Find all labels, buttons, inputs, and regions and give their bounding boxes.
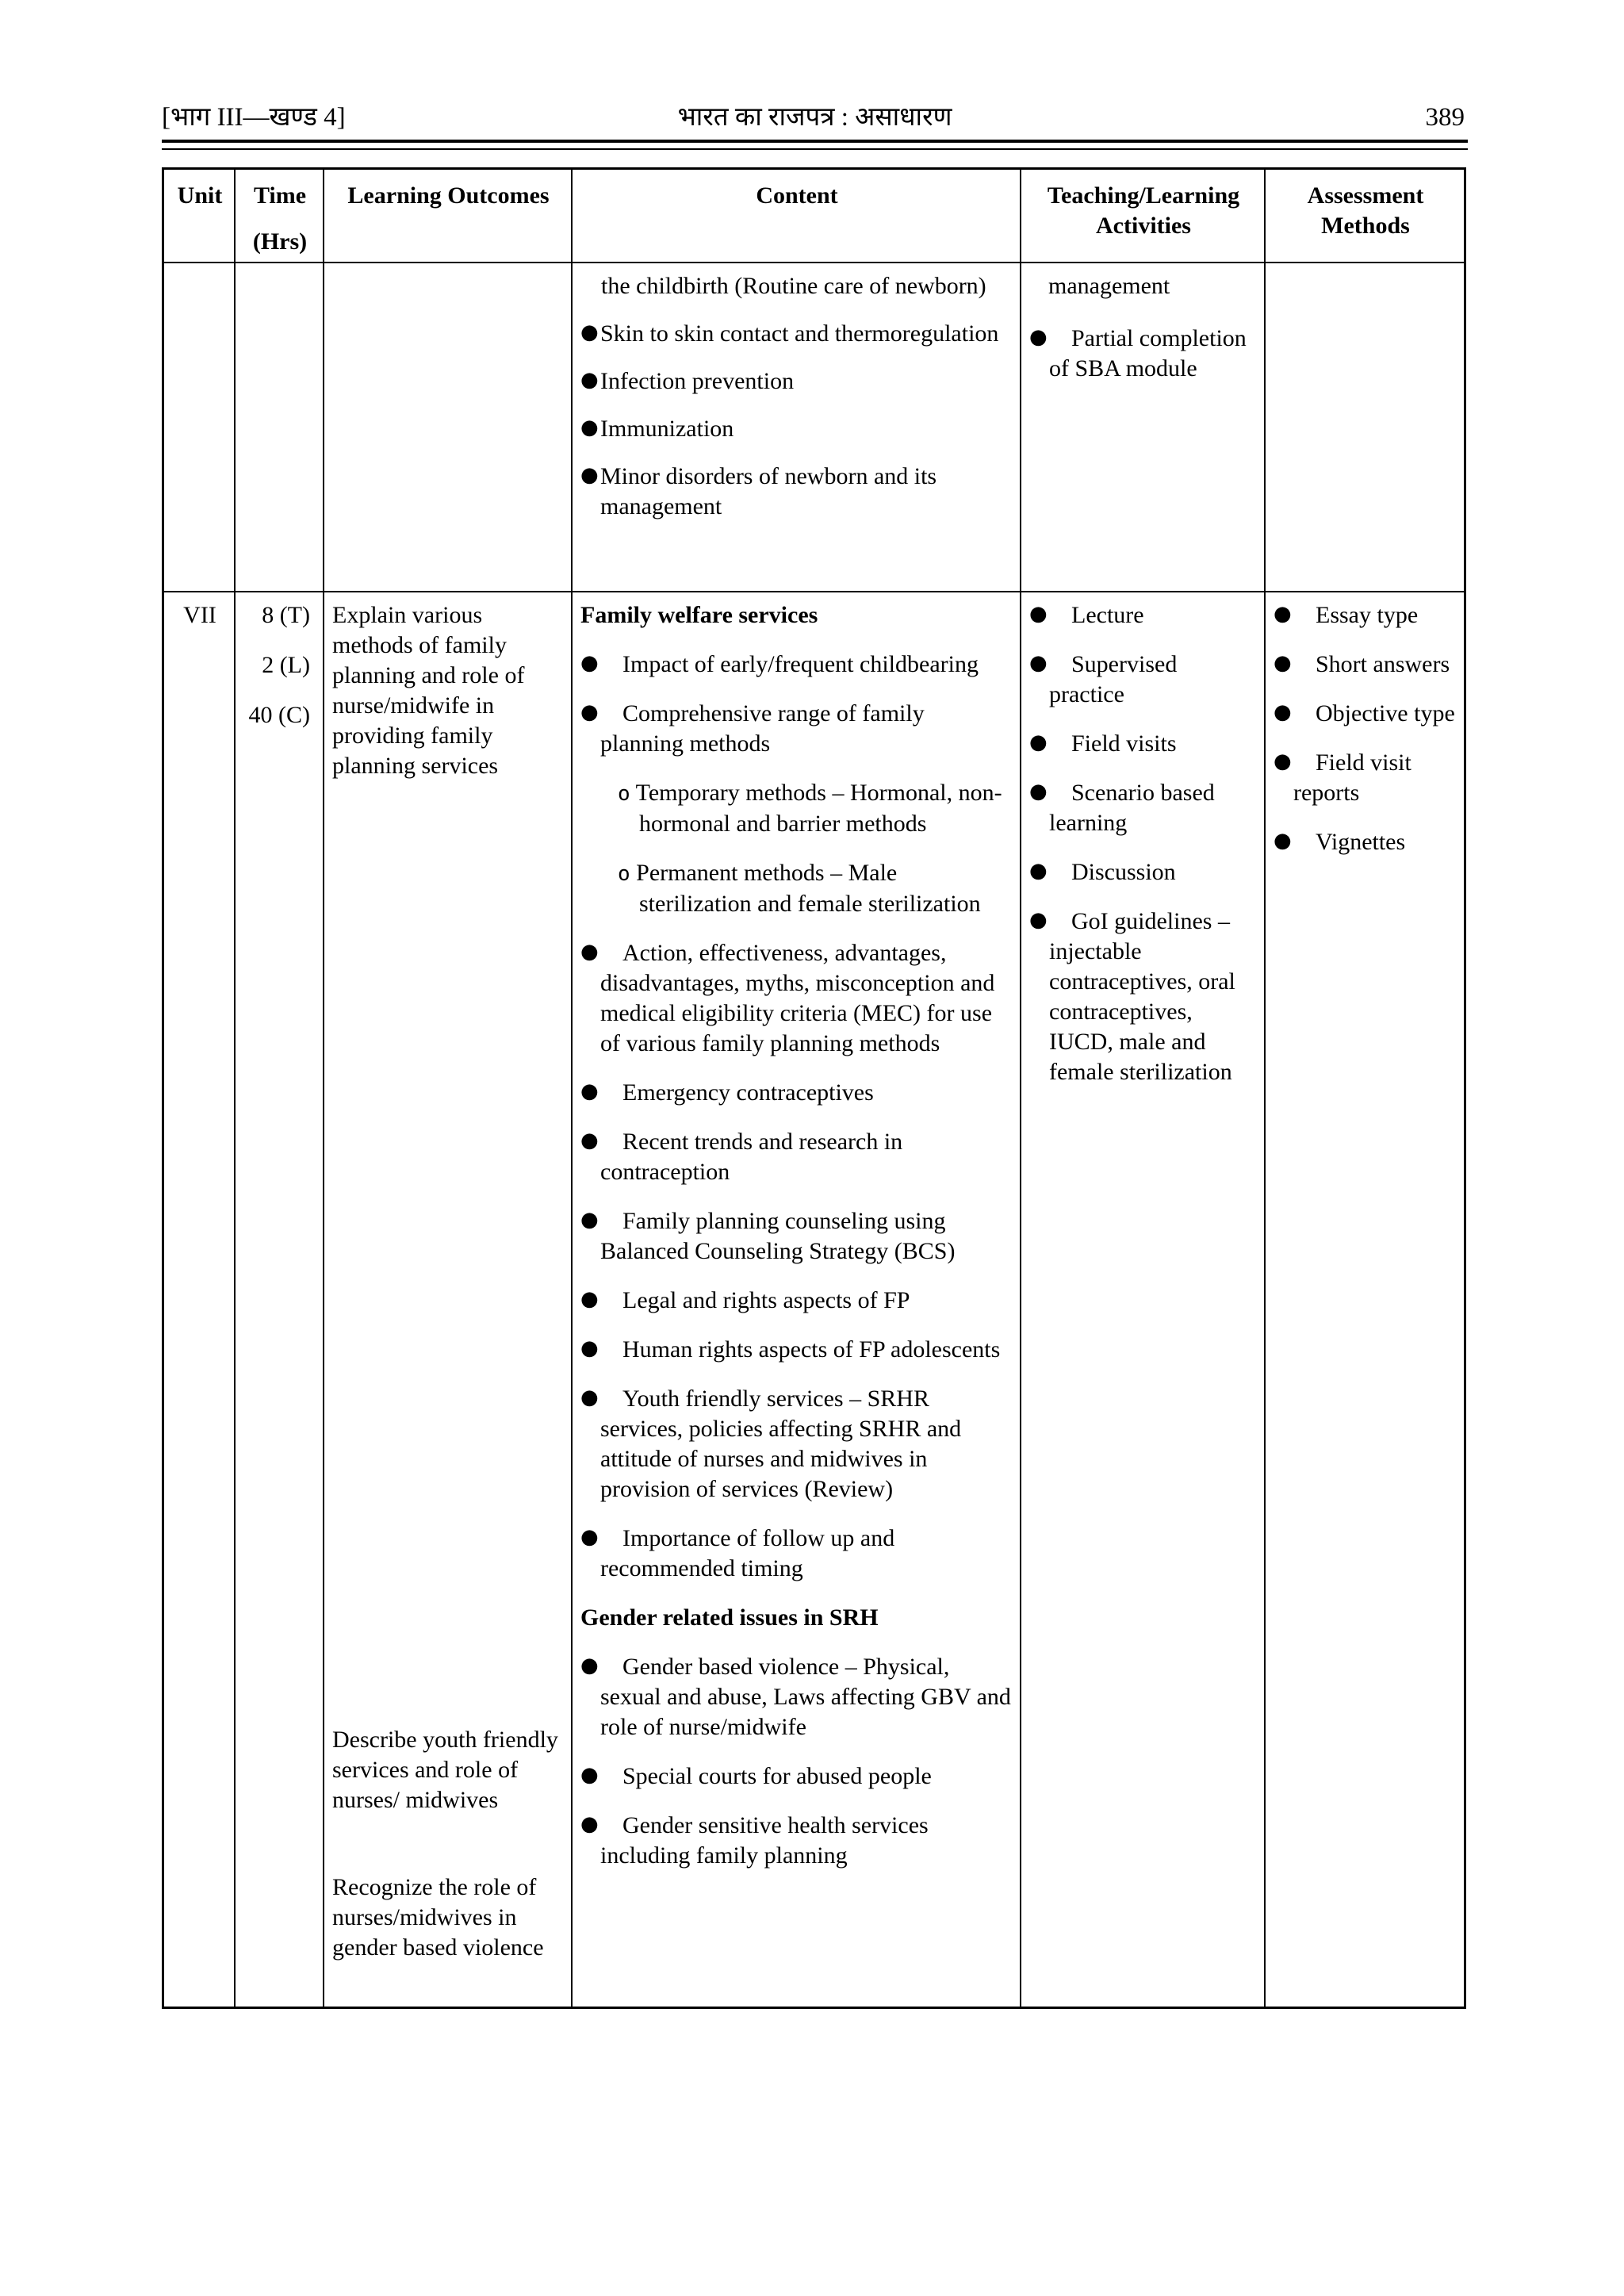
bullet-icon: ● xyxy=(580,1812,599,1836)
list-item-text: Objective type xyxy=(1316,700,1455,726)
row2-unit-cell xyxy=(164,592,236,2007)
bullet-icon: ● xyxy=(1029,859,1048,883)
list-item-text: Field visits xyxy=(1071,730,1177,757)
list-item-text: Gender sensitive health services including family planning xyxy=(600,1812,929,1869)
list-item-text: Lecture xyxy=(1071,602,1144,628)
bullet-icon: ● xyxy=(580,416,599,439)
list-item-text: Legal and rights aspects of FP xyxy=(622,1287,910,1313)
list-item xyxy=(1274,650,1457,680)
bullet-icon: ● xyxy=(1029,325,1048,349)
list-item xyxy=(580,1524,1013,1584)
list-item xyxy=(580,1811,1013,1871)
row2-time-cell xyxy=(236,592,324,2007)
list-item-text: Skin to skin contact and thermoregulation xyxy=(600,320,999,347)
bullet-icon: ● xyxy=(580,940,599,964)
column-header-learning-outcomes: Learning Outcomes xyxy=(324,170,573,263)
row1-teaching-cell xyxy=(1021,263,1266,592)
bullet-icon: ● xyxy=(580,1208,599,1232)
header-divider-rule xyxy=(162,140,1468,150)
list-item xyxy=(580,319,1013,349)
row2-assessment-cell xyxy=(1266,592,1464,2007)
circle-bullet-icon: o xyxy=(618,782,630,806)
list-item-text: Impact of early/frequent childbearing xyxy=(622,651,979,677)
row1-unit-cell-empty xyxy=(164,263,236,592)
row1-time-cell-empty xyxy=(236,263,324,592)
list-item xyxy=(580,1206,1013,1267)
column-header-unit: Unit xyxy=(164,170,236,263)
content-section-heading: Family welfare services xyxy=(580,602,818,628)
list-item xyxy=(1029,857,1258,887)
list-item xyxy=(580,366,1013,397)
list-item-text: Youth friendly services – SRHR services, policies affecting SRHR and attitude of nurses and midwives in provision of services (Review) xyxy=(600,1386,962,1502)
bullet-icon: ● xyxy=(1274,602,1292,626)
list-item-text: Permanent methods – Male sterilization and female sterilization xyxy=(636,860,981,917)
list-item xyxy=(580,699,1013,759)
teaching-continuation-text: management xyxy=(1048,273,1170,299)
list-item xyxy=(580,1652,1013,1742)
list-item xyxy=(580,650,1013,680)
list-item-text: Short answers xyxy=(1316,651,1450,677)
list-item xyxy=(1029,600,1258,631)
bullet-icon: ● xyxy=(580,1129,599,1152)
bullet-icon: ● xyxy=(580,463,599,487)
list-item-text: Family planning counseling using Balanced Counseling Strategy (BCS) xyxy=(600,1208,956,1264)
list-item-text: Temporary methods – Hormonal, non-hormonal and barrier methods xyxy=(635,780,1002,837)
list-item-text: Special courts for abused people xyxy=(622,1763,932,1789)
list-item-text: Vignettes xyxy=(1316,829,1406,855)
list-item-text: Immunization xyxy=(600,416,734,442)
learning-outcome: Recognize the role of nurses/midwives in gender based violence xyxy=(332,1874,544,1961)
bullet-icon: ● xyxy=(580,1763,599,1787)
unit-number: VII xyxy=(183,602,216,628)
list-item xyxy=(1029,650,1258,710)
bullet-icon: ● xyxy=(1029,730,1048,754)
bullet-icon: ● xyxy=(580,320,599,344)
learning-outcome: Describe youth friendly services and role of nurses/ midwives xyxy=(332,1727,558,1813)
part-section-label: [भाग III—खण्ड 4] xyxy=(162,103,346,132)
list-item-text: Discussion xyxy=(1071,859,1176,885)
row1-assessment-cell-empty xyxy=(1266,263,1464,592)
bullet-icon: ● xyxy=(1274,829,1292,853)
time-hours-clinical: 40 (C) xyxy=(248,702,310,728)
list-item-text: Action, effectiveness, advantages, disadvantages, myths, misconception and medical eligibility criteria (MEC) for use of various family planning methods xyxy=(600,940,995,1056)
list-item xyxy=(1274,827,1457,857)
list-item-text: Infection prevention xyxy=(600,368,795,394)
content-section-heading: Gender related issues in SRH xyxy=(580,1604,879,1631)
bullet-icon: ● xyxy=(580,1079,599,1103)
list-item xyxy=(580,1286,1013,1316)
bullet-icon: ● xyxy=(1274,651,1292,675)
learning-outcome: Explain various methods of family planning and role of nurse/midwife in providing family planning services xyxy=(332,602,525,779)
bullet-icon: ● xyxy=(1029,908,1048,932)
list-item-text: Supervised practice xyxy=(1049,651,1178,707)
list-item-text: Recent trends and research in contraception xyxy=(600,1129,903,1185)
bullet-icon: ● xyxy=(580,1525,599,1549)
page-number: 389 xyxy=(1425,103,1465,132)
content-continuation-text: the childbirth (Routine care of newborn) xyxy=(601,273,986,299)
list-item xyxy=(580,1127,1013,1187)
sub-list-item xyxy=(618,778,1013,839)
row2-teaching-cell xyxy=(1021,592,1266,2007)
list-item xyxy=(580,938,1013,1059)
list-item-text: Minor disorders of newborn and its management xyxy=(600,463,937,519)
list-item-text: Importance of follow up and recommended timing xyxy=(600,1525,895,1581)
list-item xyxy=(1029,907,1258,1087)
column-header-teaching-activities: Teaching/Learning Activities xyxy=(1021,170,1266,263)
bullet-icon: ● xyxy=(580,1386,599,1409)
list-item-text: Scenario based learning xyxy=(1049,780,1215,836)
list-item xyxy=(580,462,1013,522)
time-hours-theory: 8 (T) xyxy=(262,602,310,628)
bullet-icon: ● xyxy=(580,1336,599,1360)
time-hours-lab: 2 (L) xyxy=(262,652,310,678)
gazette-title: भारत का राजपत्र : असाधारण xyxy=(677,103,952,132)
sub-list-item xyxy=(618,858,1013,919)
row1-content-cell xyxy=(573,263,1021,592)
list-item-text: Partial completion of SBA module xyxy=(1049,325,1247,381)
list-item xyxy=(1029,324,1258,384)
bullet-icon: ● xyxy=(580,368,599,392)
bullet-icon: ● xyxy=(580,1654,599,1677)
list-item-text: Gender based violence – Physical, sexual and abuse, Laws affecting GBV and role of nurse/midwife xyxy=(600,1654,1011,1740)
list-item-text: Emergency contraceptives xyxy=(622,1079,874,1106)
column-header-time: Time (Hrs) xyxy=(236,170,324,263)
list-item xyxy=(580,1335,1013,1365)
bullet-icon: ● xyxy=(580,651,599,675)
list-item xyxy=(580,414,1013,444)
column-header-content: Content xyxy=(573,170,1021,263)
list-item xyxy=(1029,729,1258,759)
list-item xyxy=(580,1384,1013,1504)
list-item xyxy=(580,1078,1013,1108)
column-header-assessment-methods: Assessment Methods xyxy=(1266,170,1464,263)
bullet-icon: ● xyxy=(1029,780,1048,803)
list-item-text: Comprehensive range of family planning methods xyxy=(600,700,925,757)
bullet-icon: ● xyxy=(580,1287,599,1311)
list-item xyxy=(1274,748,1457,808)
bullet-icon: ● xyxy=(580,700,599,724)
row1-learning-outcomes-cell-empty xyxy=(324,263,573,592)
list-item-text: Human rights aspects of FP adolescents xyxy=(622,1336,1001,1363)
bullet-icon: ● xyxy=(1029,602,1048,626)
circle-bullet-icon: o xyxy=(618,862,630,886)
list-item xyxy=(1029,778,1258,838)
row2-learning-outcomes-cell xyxy=(324,592,573,2007)
list-item-text: GoI guidelines – injectable contraceptives, oral contraceptives, IUCD, male and female sterilization xyxy=(1049,908,1235,1085)
list-item xyxy=(1274,600,1457,631)
list-item-text: Field visit reports xyxy=(1293,749,1411,806)
list-item-text: Essay type xyxy=(1316,602,1419,628)
page-header xyxy=(162,100,1468,138)
list-item xyxy=(580,1761,1013,1792)
row2-content-cell xyxy=(573,592,1021,2007)
bullet-icon: ● xyxy=(1274,749,1292,773)
curriculum-table xyxy=(162,167,1466,2009)
list-item xyxy=(1274,699,1457,729)
bullet-icon: ● xyxy=(1274,700,1292,724)
bullet-icon: ● xyxy=(1029,651,1048,675)
